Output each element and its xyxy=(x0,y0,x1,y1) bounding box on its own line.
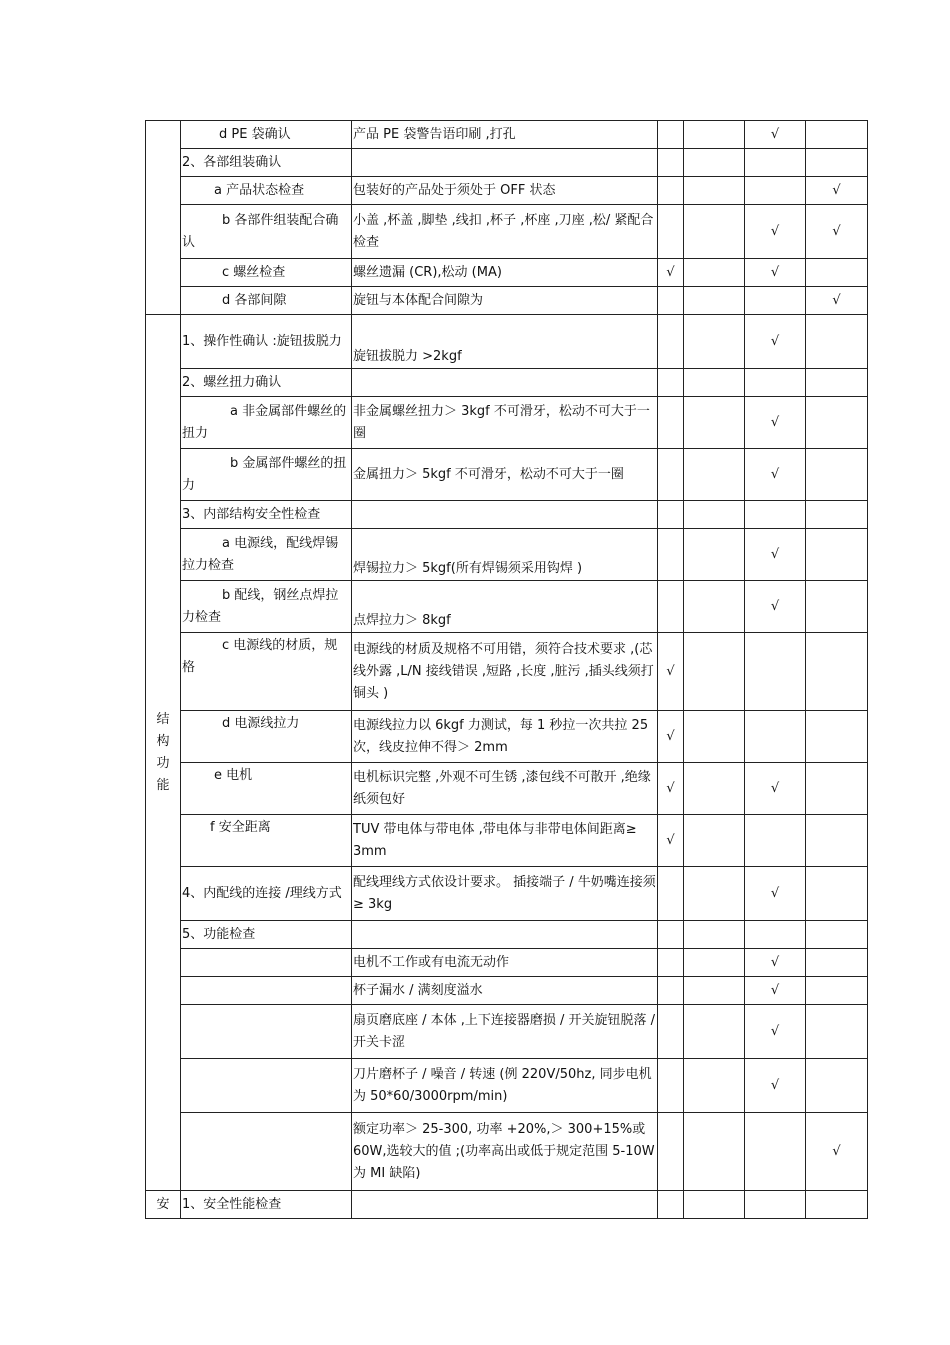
mark-cell xyxy=(658,581,684,633)
item-cell xyxy=(181,977,352,1005)
mark-cell xyxy=(806,867,868,921)
mark-cell: √ xyxy=(658,763,684,815)
item-cell: 1、安全性能检查 xyxy=(181,1191,352,1219)
item-cell: d PE 袋确认 xyxy=(181,121,352,149)
mark-cell xyxy=(658,1005,684,1059)
item-cell: c 电源线的材质，规格 xyxy=(181,633,352,711)
table-row xyxy=(146,711,868,763)
mark-cell xyxy=(745,815,806,867)
mark-cell xyxy=(806,815,868,867)
item-cell: f 安全距离 xyxy=(181,815,352,867)
mark-cell xyxy=(806,633,868,711)
mark-cell xyxy=(806,121,868,149)
table-row xyxy=(146,121,868,149)
item-cell: 2、螺丝扭力确认 xyxy=(181,369,352,397)
mark-cell xyxy=(806,711,868,763)
mark-cell xyxy=(806,149,868,177)
mark-cell xyxy=(684,1113,745,1191)
mark-cell xyxy=(806,1059,868,1113)
table-row xyxy=(146,763,868,815)
mark-cell xyxy=(806,369,868,397)
mark-cell xyxy=(658,397,684,449)
mark-cell xyxy=(684,529,745,581)
criteria-cell: 包装好的产品处于须处于 OFF 状态 xyxy=(352,177,658,205)
item-cell xyxy=(181,1005,352,1059)
category-char: 能 xyxy=(156,777,170,793)
table-row xyxy=(146,949,868,977)
criteria-cell: 旋钮拔脱力 >2kgf xyxy=(352,315,658,369)
mark-cell xyxy=(658,867,684,921)
mark-cell xyxy=(658,949,684,977)
mark-cell xyxy=(658,369,684,397)
mark-cell: √ xyxy=(658,815,684,867)
mark-cell: √ xyxy=(806,1113,868,1191)
mark-cell xyxy=(806,581,868,633)
mark-cell: √ xyxy=(658,633,684,711)
mark-cell xyxy=(658,1113,684,1191)
item-cell: d 各部间隙 xyxy=(181,287,352,315)
criteria-cell xyxy=(352,501,658,529)
mark-cell xyxy=(684,259,745,287)
mark-cell xyxy=(745,501,806,529)
mark-cell xyxy=(745,1113,806,1191)
mark-cell: √ xyxy=(745,121,806,149)
mark-cell xyxy=(684,633,745,711)
mark-cell xyxy=(684,977,745,1005)
criteria-cell: 杯子漏水 / 满刻度溢水 xyxy=(352,977,658,1005)
mark-cell xyxy=(745,633,806,711)
mark-cell: √ xyxy=(745,529,806,581)
mark-cell xyxy=(684,397,745,449)
mark-cell: √ xyxy=(658,711,684,763)
mark-cell xyxy=(684,315,745,369)
mark-cell xyxy=(684,1005,745,1059)
criteria-cell: 金属扭力＞ 5kgf 不可滑牙，松动不可大于一圈 xyxy=(352,449,658,501)
mark-cell xyxy=(684,121,745,149)
criteria-cell: 点焊拉力＞ 8kgf xyxy=(352,581,658,633)
criteria-cell: 扇页磨底座 / 本体 ,上下连接器磨损 / 开关旋钮脱落 / 开关卡涩 xyxy=(352,1005,658,1059)
mark-cell xyxy=(684,177,745,205)
mark-cell xyxy=(806,501,868,529)
mark-cell xyxy=(658,121,684,149)
mark-cell xyxy=(684,205,745,259)
category-cell-empty xyxy=(146,121,181,315)
criteria-cell: 螺丝遗漏 (CR),松动 (MA) xyxy=(352,259,658,287)
mark-cell xyxy=(658,149,684,177)
mark-cell xyxy=(806,949,868,977)
mark-cell: √ xyxy=(806,205,868,259)
mark-cell xyxy=(658,205,684,259)
mark-cell xyxy=(745,177,806,205)
mark-cell xyxy=(745,149,806,177)
item-cell: b 金属部件螺丝的扭力 xyxy=(181,449,352,501)
category-char: 功 xyxy=(156,755,170,771)
criteria-cell: 刀片磨杯子 / 噪音 / 转速 (例 220V/50hz, 同步电机为 50*60/3000rpm/min) xyxy=(352,1059,658,1113)
table-row xyxy=(146,529,868,581)
table-row xyxy=(146,177,868,205)
item-cell: a 电源线，配线焊锡拉力检查 xyxy=(181,529,352,581)
table-row xyxy=(146,921,868,949)
mark-cell xyxy=(684,711,745,763)
mark-cell xyxy=(806,763,868,815)
mark-cell xyxy=(806,977,868,1005)
criteria-cell xyxy=(352,921,658,949)
item-cell: d 电源线拉力 xyxy=(181,711,352,763)
item-cell: 2、各部组装确认 xyxy=(181,149,352,177)
criteria-cell: 焊锡拉力＞ 5kgf(所有焊锡须采用钩焊 ) xyxy=(352,529,658,581)
mark-cell: √ xyxy=(745,315,806,369)
mark-cell xyxy=(684,1191,745,1219)
mark-cell xyxy=(806,259,868,287)
mark-cell xyxy=(658,921,684,949)
mark-cell xyxy=(684,149,745,177)
mark-cell xyxy=(658,1059,684,1113)
item-cell xyxy=(181,1059,352,1113)
mark-cell xyxy=(806,529,868,581)
mark-cell xyxy=(658,449,684,501)
mark-cell xyxy=(806,1191,868,1219)
mark-cell xyxy=(658,177,684,205)
mark-cell xyxy=(745,369,806,397)
criteria-cell: 小盖 ,杯盖 ,脚垫 ,线扣 ,杯子 ,杯座 ,刀座 ,松/ 紧配合检查 xyxy=(352,205,658,259)
item-cell xyxy=(181,1113,352,1191)
criteria-cell: 非金属螺丝扭力＞ 3kgf 不可滑牙，松动不可大于一圈 xyxy=(352,397,658,449)
mark-cell xyxy=(658,287,684,315)
mark-cell xyxy=(745,711,806,763)
mark-cell xyxy=(684,449,745,501)
mark-cell: √ xyxy=(745,977,806,1005)
mark-cell: √ xyxy=(806,287,868,315)
mark-cell xyxy=(684,501,745,529)
mark-cell: √ xyxy=(745,581,806,633)
mark-cell: √ xyxy=(745,763,806,815)
table-row xyxy=(146,149,868,177)
mark-cell xyxy=(684,1059,745,1113)
category-char: 结 xyxy=(156,711,170,727)
table-row xyxy=(146,397,868,449)
table-row xyxy=(146,369,868,397)
mark-cell xyxy=(684,763,745,815)
mark-cell xyxy=(684,369,745,397)
mark-cell: √ xyxy=(745,1059,806,1113)
mark-cell xyxy=(806,449,868,501)
mark-cell xyxy=(684,921,745,949)
table-row xyxy=(146,315,868,369)
mark-cell xyxy=(684,867,745,921)
mark-cell xyxy=(745,1191,806,1219)
category-cell-safety: 安 xyxy=(146,1191,181,1219)
mark-cell xyxy=(658,501,684,529)
category-char: 构 xyxy=(156,733,170,749)
mark-cell xyxy=(806,1005,868,1059)
mark-cell xyxy=(684,815,745,867)
mark-cell xyxy=(658,977,684,1005)
mark-cell xyxy=(684,949,745,977)
criteria-cell: 电源线拉力以 6kgf 力测试，每 1 秒拉一次共拉 25 次，线皮拉伸不得＞ 2mm xyxy=(352,711,658,763)
mark-cell: √ xyxy=(658,259,684,287)
mark-cell: √ xyxy=(745,1005,806,1059)
table-row xyxy=(146,1005,868,1059)
criteria-cell xyxy=(352,369,658,397)
item-cell: 1、操作性确认 :旋钮拔脱力 xyxy=(181,315,352,369)
item-cell xyxy=(181,949,352,977)
criteria-cell: 电机不工作或有电流无动作 xyxy=(352,949,658,977)
table-row xyxy=(146,259,868,287)
item-cell: b 各部件组装配合确认 xyxy=(181,205,352,259)
criteria-cell: 旋钮与本体配合间隙为 xyxy=(352,287,658,315)
mark-cell xyxy=(658,529,684,581)
criteria-cell xyxy=(352,1191,658,1219)
table-row xyxy=(146,581,868,633)
table-row xyxy=(146,449,868,501)
mark-cell xyxy=(745,921,806,949)
inspection-table xyxy=(145,120,868,1219)
mark-cell: √ xyxy=(745,397,806,449)
category-cell-structure-function xyxy=(146,315,181,1191)
table-row xyxy=(146,977,868,1005)
table-row xyxy=(146,205,868,259)
item-cell: a 产品状态检查 xyxy=(181,177,352,205)
criteria-cell: 产品 PE 袋警告语印刷 ,打孔 xyxy=(352,121,658,149)
table-row xyxy=(146,815,868,867)
mark-cell xyxy=(684,287,745,315)
criteria-cell: 电源线的材质及规格不可用错，须符合技术要求 ,(芯线外露 ,L/N 接线错误 ,短路 ,长度 ,脏污 ,插头线须打铜头 ) xyxy=(352,633,658,711)
table-row xyxy=(146,633,868,711)
mark-cell xyxy=(806,315,868,369)
mark-cell xyxy=(745,287,806,315)
table-row xyxy=(146,867,868,921)
mark-cell: √ xyxy=(745,867,806,921)
item-cell: 5、功能检查 xyxy=(181,921,352,949)
criteria-cell: 额定功率＞ 25-300, 功率 +20%,＞ 300+15%或 60W,选较大的值 ;(功率高出或低于规定范围 5-10W 为 MI 缺陷) xyxy=(352,1113,658,1191)
criteria-cell xyxy=(352,149,658,177)
table-row xyxy=(146,1059,868,1113)
mark-cell: √ xyxy=(745,259,806,287)
mark-cell: √ xyxy=(806,177,868,205)
criteria-cell: TUV 带电体与带电体 ,带电体与非带电体间距离≥ 3mm xyxy=(352,815,658,867)
item-cell: e 电机 xyxy=(181,763,352,815)
table-row xyxy=(146,1191,868,1219)
item-cell: 3、内部结构安全性检查 xyxy=(181,501,352,529)
mark-cell xyxy=(806,397,868,449)
item-cell: b 配线，钢丝点焊拉力检查 xyxy=(181,581,352,633)
mark-cell xyxy=(658,315,684,369)
table-row xyxy=(146,1113,868,1191)
criteria-cell: 配线理线方式依设计要求。 插接端子 / 牛奶嘴连接须≥ 3kg xyxy=(352,867,658,921)
item-cell: a 非金属部件螺丝的扭力 xyxy=(181,397,352,449)
mark-cell: √ xyxy=(745,949,806,977)
table-row xyxy=(146,501,868,529)
item-cell: 4、内配线的连接 /理线方式 xyxy=(181,867,352,921)
mark-cell: √ xyxy=(745,449,806,501)
table-row xyxy=(146,287,868,315)
mark-cell xyxy=(658,1191,684,1219)
item-cell: c 螺丝检查 xyxy=(181,259,352,287)
criteria-cell: 电机标识完整 ,外观不可生锈 ,漆包线不可散开 ,绝缘纸须包好 xyxy=(352,763,658,815)
mark-cell: √ xyxy=(745,205,806,259)
mark-cell xyxy=(806,921,868,949)
mark-cell xyxy=(684,581,745,633)
